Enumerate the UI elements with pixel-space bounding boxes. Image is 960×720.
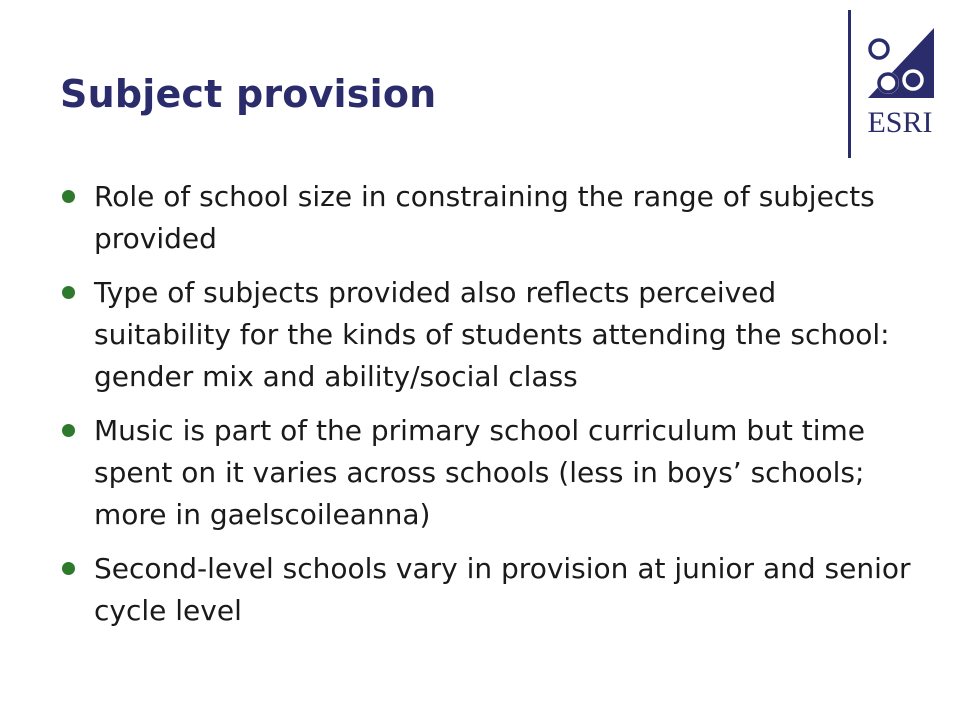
bullet-text: Role of school size in constraining the range of subjects provided: [94, 180, 875, 255]
bullet-dot-icon: [62, 286, 75, 299]
bullet-text: Type of subjects provided also reflects perceived suitability for the kinds of students attending the school: gender mix and ability/social class: [94, 276, 890, 393]
bullet-text: Music is part of the primary school curriculum but time spent on it varies across schools (less in boys’ schools; more in gaelscoileanna): [94, 414, 865, 531]
esri-logo: [846, 8, 946, 160]
bullet-item: [62, 410, 912, 536]
bullet-dot-icon: [62, 424, 75, 437]
logo-text: ESRI: [867, 106, 933, 139]
bullet-text: Second-level schools vary in provision at junior and senior cycle level: [94, 552, 911, 627]
bullet-dot-icon: [62, 562, 75, 575]
bullet-item: [62, 176, 912, 260]
bullet-dot-icon: [62, 190, 75, 203]
slide-title: Subject provision: [60, 72, 437, 116]
bullet-list: [62, 176, 912, 644]
bullet-item: [62, 548, 912, 632]
esri-logo-graphic: [846, 8, 946, 160]
bullet-item: [62, 272, 912, 398]
